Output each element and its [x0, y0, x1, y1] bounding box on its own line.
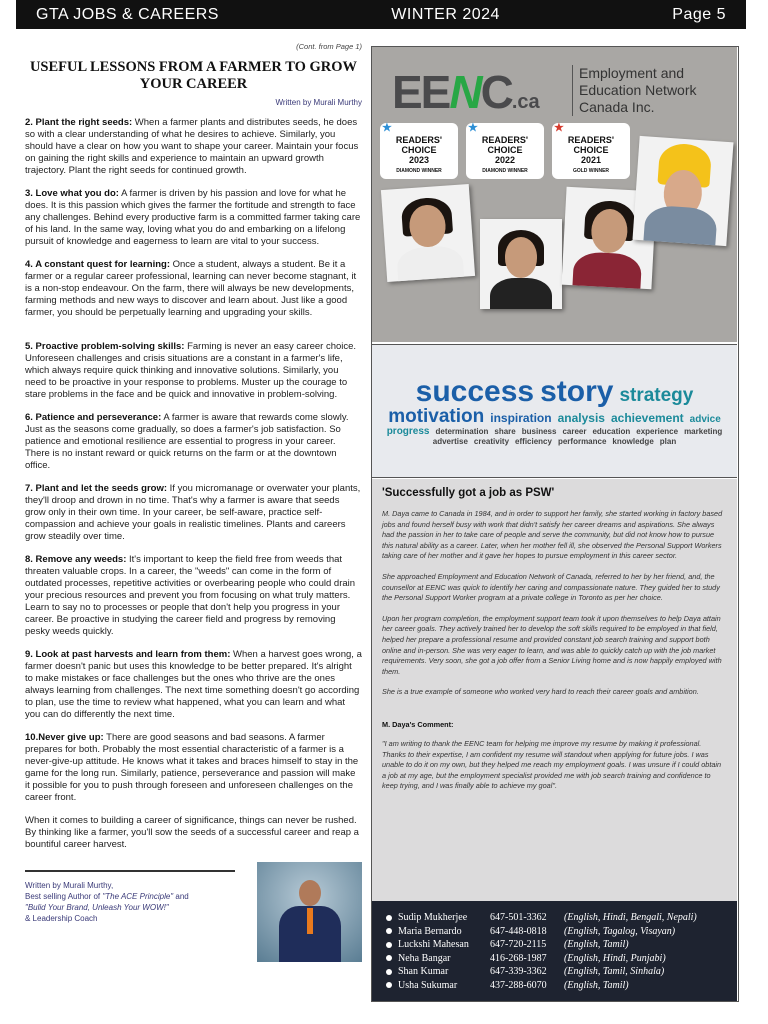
section-text: When a harvest goes wrong, a farmer doesn't panic but uses this knowledge to be better prepared. It's alright to make mistakes or face challenges but the ones who thrive are the ones always learning from challenges. The next time something doesn't go according to plan, use the time to review what happened, what you can learn and what you can do differently the next time.: [25, 649, 362, 720]
section-text: It's important to keep the field free from weeds that threaten valuable crops. In a career, the "weeds" can come in the form of outdated processes, repetitive activities or overbearing people who could drain your precious resources and prevent you from focusing on what truly matters. Learn to say no to processes or people that don't help you progress in your career. Be proactive in studying the career field and progress by removing pesky weeds quickly.: [25, 554, 356, 637]
word-cloud-word: career: [562, 427, 587, 437]
contact-languages: (English, Hindi, Bengali, Nepali): [564, 912, 697, 923]
contact-row: [386, 965, 737, 979]
contact-row: [386, 952, 737, 966]
word-cloud-word: plan: [659, 436, 677, 446]
bullet-icon: [386, 955, 392, 961]
contact-languages: (English, Tamil): [564, 979, 629, 991]
contact-phone: 416-268-1987: [490, 952, 547, 964]
story-paragraph: Upon her program completion, the employment support team took it upon themselves to help Daya attain her career goals. They actively trained her to develop the soft skills required to be employed in that field, helped her prepare a professional resume and provided constant job search training and support both online and in-person. She was very eager to learn, and was able to quickly catch up with the job market requirements. Very soon, she got a job offer from a Senior Living home and is now happily employed with them.: [382, 613, 722, 676]
section-heading: 3. Love what you do:: [25, 188, 119, 199]
bullet-icon: [386, 982, 392, 988]
issue-name: WINTER 2024: [391, 5, 500, 23]
word-cloud-word: advertise: [432, 436, 468, 446]
word-cloud-word: share: [494, 427, 516, 437]
word-cloud-word: determination: [435, 427, 489, 437]
contact-phone: 647-448-0818: [490, 925, 547, 937]
contact-languages: (English, Tagalog, Visayan): [564, 925, 676, 937]
contact-phone: 647-339-3362: [490, 966, 547, 977]
section-text: A farmer is aware that rewards come slowly. Just as the seasons come gradually, so does a farmer's job satisfaction. So patience and emotional resilience are essential to progress in your career. There is no instant reward or quick returns on the farm or at the downtown office.: [25, 412, 349, 471]
bio-line: & Leadership Coach: [25, 914, 98, 923]
article-closing: When it comes to building a career of significance, things can never be rushed. By thinking like a farmer, you'll sow the seeds of a successful career and reap a bountiful career harvest.: [25, 815, 359, 850]
bio-line: "Bulid Your Brand, Unleash Your WOW!": [25, 903, 169, 912]
section-heading: 2. Plant the right seeds:: [25, 117, 133, 128]
word-cloud-word: education: [592, 427, 631, 437]
word-cloud-word: creativity: [473, 436, 510, 446]
contact-languages: (English, Hindi, Punjabi): [564, 952, 666, 964]
page-header: [16, 0, 746, 29]
bullet-icon: [386, 928, 392, 934]
word-cloud-word: experience: [636, 427, 679, 437]
eenc-logo: EENC.ca: [392, 66, 540, 118]
author-photo: [257, 862, 362, 962]
section-text: A farmer is driven by his passion and love for what he does. It is this passion which gives the farmer the fortitude and strength to face any challenges. Behind every productive farm is a committed farmer taking care of his land. In the same way, loving what you do and embarking on a lifelong pursuit of knowledge and eagerness to learn are vital to your success.: [25, 188, 361, 247]
star-icon: ★: [382, 122, 392, 134]
photo-woman-2: [480, 219, 562, 309]
star-icon: ★: [468, 122, 478, 134]
contact-name: Neha Bangar: [398, 952, 451, 964]
word-cloud-word: success: [415, 374, 535, 408]
article-byline: Written by Murali Murthy: [275, 98, 362, 107]
success-story: [372, 479, 737, 901]
word-cloud-word: progress: [386, 426, 430, 438]
section-heading: 8. Remove any weeds:: [25, 554, 127, 565]
article-section: [25, 483, 362, 543]
contact-list: [372, 901, 737, 1001]
contact-languages: (English, Tamil): [564, 939, 629, 950]
article-section: [25, 732, 362, 804]
article-section: [25, 412, 362, 472]
bullet-icon: [386, 942, 392, 948]
readers-choice-badge: ★ READERS' CHOICE 2023 DIAMOND WINNER: [380, 123, 458, 179]
article-section: [25, 649, 362, 721]
eenc-advertisement: [372, 47, 737, 342]
word-cloud-word: business: [521, 427, 557, 437]
readers-choice-badge: ★ READERS' CHOICE 2021 GOLD WINNER: [552, 123, 630, 179]
bio-line: Written by Murali Murthy,: [25, 881, 114, 890]
contact-name: Shan Kumar: [398, 966, 449, 977]
word-cloud-word: story: [540, 374, 614, 408]
word-cloud-word: inspiration: [490, 411, 552, 426]
section-text: Farming is never an easy career choice. Unforeseen challenges and crisis situations are a constant in a farmer's life, which always require quick thinking and innovative solutions. Similarly, you need to be proactive in your response to problems. Muster up the courage to stare problems in the face and be quick and innovative in problem-solving.: [25, 341, 357, 400]
word-cloud-word: strategy: [619, 384, 694, 406]
bullet-icon: [386, 915, 392, 921]
word-cloud-word: efficiency: [515, 436, 552, 446]
star-icon: ★: [554, 122, 564, 134]
readers-choice-badge: ★ READERS' CHOICE 2022 DIAMOND WINNER: [466, 123, 544, 179]
contact-name: Usha Sukumar: [398, 979, 458, 991]
page-number: Page 5: [672, 5, 726, 23]
article-title: USEFUL LESSONS FROM A FARMER TO GROW YOUR CAREER: [29, 59, 358, 92]
photo-man-hardhat: [632, 136, 733, 246]
contact-languages: (English, Tamil, Sinhala): [564, 966, 665, 977]
article-section: [25, 117, 362, 177]
word-cloud-word: knowledge: [612, 436, 654, 446]
article-section: [25, 341, 362, 401]
story-paragraph: M. Daya came to Canada in 1984, and in order to support her family, she started working in factory based jobs and found herself busy with work that didn't satisfy her career dreams and aspirations. She always had the passion in her to take care of people and serve the community, but did not know how to pursue this natural ability as a career. Later, when her mother fell ill, she observed the Personal Support Workers taking care of her mother and it gave her hopes to pursue employment in this career sector.: [382, 509, 723, 561]
contact-name: Sudip Mukherjee: [398, 912, 468, 923]
contact-phone: 437-288-6070: [490, 979, 547, 991]
section-heading: 9. Look at past harvests and learn from them:: [25, 649, 231, 660]
comment-label: M. Daya's Comment:: [382, 719, 454, 729]
eenc-sidebar: [371, 46, 739, 1002]
article-section: [25, 259, 362, 319]
continued-note: (Cont. from Page 1): [296, 42, 362, 51]
word-cloud-word: analysis: [557, 411, 605, 426]
contact-row: [386, 925, 737, 939]
word-cloud-word: performance: [557, 436, 607, 446]
section-text: When a farmer plants and distributes seeds, he does so with a clear understanding of what he desires to achieve. Similarly, you should have a clear on how you want to shape your career. Maintain your focus on gaining the right skills and experience to maintain an upward growth trajectory. Plant the right seeds for continued growth.: [25, 117, 359, 176]
word-cloud-word: achievement: [610, 411, 684, 426]
contact-name: Maria Bernardo: [398, 925, 462, 937]
author-footer: [25, 862, 362, 962]
bullet-icon: [386, 969, 392, 975]
section-heading: 4. A constant quest for learning:: [25, 259, 170, 270]
contact-phone: 647-501-3362: [490, 912, 547, 923]
section-heading: 6. Patience and perseverance:: [25, 412, 162, 423]
section-heading: 7. Plant and let the seeds grow:: [25, 483, 168, 494]
section-text: There are good seasons and bad seasons. A farmer prepares for both. Probably the most essential characteristic of a farmer is a never-give-up attitude. He knows what it takes and braces himself to stay in the game for the long run. Similarly, patience, perseverance and passion will make it possible for you to push through foreseen and unforeseen challenges on the career front.: [25, 732, 359, 803]
story-paragraph: She is a true example of someone who worked very hard to reach their career goals and ambition.: [382, 687, 699, 697]
photo-woman-1: [381, 184, 475, 282]
story-paragraph: She approached Employment and Education Network of Canada, referred to her by her friend, and, the counsellor at EENC was quick to identify her caring and compassionate nature. They guided her to study the Personal Support Worker program at a private college in Toronto as per her choice.: [382, 571, 720, 603]
section-heading: 5. Proactive problem-solving skills:: [25, 341, 185, 352]
contact-row: [386, 979, 737, 993]
bio-line: Best selling Author of "The ACE Principle" and: [25, 892, 189, 901]
section-text: Once a student, always a student. Be it a farmer or a regular career professional, learning can never become stagnant, it is a non-stop endeavour. On the farm, there will always be new developments, farming methods and new ways to discover and learn about. Just like a good farmer, you should be perpetually learning and upgrading your skills.: [25, 259, 357, 318]
contact-row: [386, 911, 737, 925]
word-cloud-word: marketing: [684, 427, 723, 437]
contact-row: [386, 938, 737, 952]
article-section: [25, 554, 362, 638]
success-word-cloud: [372, 344, 737, 478]
section-heading: 10.Never give up:: [25, 732, 104, 743]
contact-name: Luckshi Mahesan: [398, 939, 469, 950]
word-cloud-word: advice: [689, 414, 721, 426]
article-section: [25, 188, 362, 248]
comment-text: "I am writing to thank the EENC team for helping me improve my resume by making it professional. Thanks to their expertise, I am confident my resume will standout when applying for future jobs. I was unable to do it on my own, but they helped me reach my employment goals. I was unsure if I could obtain a job at my age, but the employment specialist provided me with job search training and confidence to keep trying, and I was finally able to achieve my goal".: [382, 738, 722, 791]
org-name: Employment and Education Network Canada Inc.: [572, 65, 697, 116]
word-cloud-word: motivation: [388, 406, 485, 428]
author-bio: [25, 870, 235, 924]
article: [25, 42, 362, 962]
publication-name: GTA JOBS & CAREERS: [36, 5, 219, 23]
story-title: 'Successfully got a job as PSW': [382, 487, 555, 499]
contact-phone: 647-720-2115: [490, 939, 547, 950]
section-text: If you micromanage or overwater your plants, they'll droop and drown in no time. That's why a farmer is aware that seeds grow only in their own time. In your career, be self-aware, practice self-compassion and achieve your goals in realistic timelines. Plants and careers grow steadily over time.: [25, 483, 361, 542]
